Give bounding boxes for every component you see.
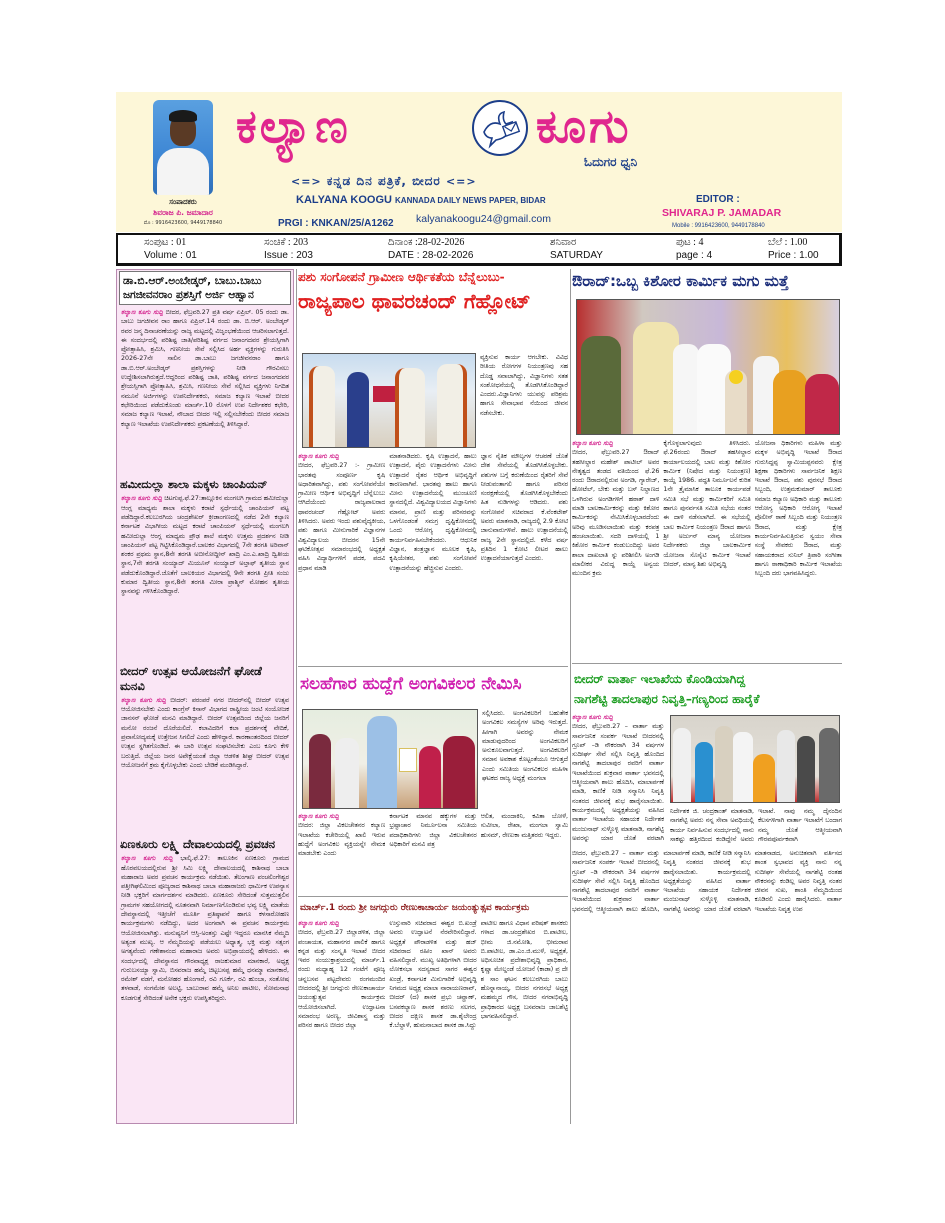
article-headline-child-labour: ಔರಾದ್:ಒಬ್ಬ ಕಿಶೋರ ಕಾರ್ಮಿಕ ಮಗು ಮತ್ತೆ <box>572 272 789 290</box>
article-body <box>117 494 293 661</box>
info-date <box>388 236 473 262</box>
dove-envelope-logo-icon <box>472 100 528 156</box>
article-headline: ಬೀದರ್ ಉತ್ಸವ ಆಯೋಜನೆಗೆ ಘೋಡೆ ಮನವಿ <box>120 663 262 693</box>
photo-person <box>437 364 467 448</box>
photo-person <box>777 730 795 803</box>
article-col <box>572 439 659 653</box>
photo-person <box>733 732 753 803</box>
column-divider <box>296 269 297 1124</box>
article-headline-angavikala: ಸಲಹೆಗಾರ ಹುದ್ದೆಗೆ ಅಂಗವಿಕಲರ ನೇಮಿಸಿ <box>300 674 522 694</box>
photo-person <box>347 372 369 448</box>
photo-shirt <box>157 148 209 195</box>
info-kn: ಪುಟ : 4 <box>676 237 704 248</box>
body-text: ಭಾಲ್ಕಿ.ಫೆ.27: ತಾಲೂಕಿನ ಏಣಕೂರು ಗ್ರಾಮದ ಹೊರವಲಯದಲ್ಲಿರುವ ಶ್ರೀ ಸಿಮಿ ಲಕ್ಷ್ಮಿ ದೇವಾಲಯದಲ್ಲಿ ಕಾಶಿನಾಥ ಬಾಬಾ ಮಹಾರಾಜ ಅವರ ಪ್ರವಚನ ಕಾರ್ಯಕ್ರಮ ನಡೆಯಿತು. ತೆಲಂಗಾಣ ಪಂಚಲಿಂಗೇಶ್ವರ ಪತ್ತೀಗಿಘಲಿಮಿಂದ ಪೂಜ್ಯರಾದ ಕಾಶಿನಾಥ ಬಾಬಾ ಮಹಾರಾಜರು ಧಾರ್ಮಿಕ ಉಪನ್ಯಾಸ ನೀಡಿ ಭಕ್ತರಿಗೆ ಮಾರ್ಗದರ್ಶನ ಮಾಡಿದರು. ಏಣಕೂರು ಸೇರಿದಂತೆ ಸುತ್ತಮುತ್ತಲಿನ ಗ್ರಾಮಗಳ ಸಹಯೋಗದಲ್ಲಿ ನೂತನವಾಗಿ ನಿರ್ಮಾಣಗೊಂಡಿರುವ ಭವ್ಯ ಲಕ್ಷ್ಮಿ ಮಾತೆಯ ದೇವಸ್ಥಾನದಲ್ಲಿ ಇತ್ತೀಚೆಗೆ ಮೂರ್ತಿ ಪ್ರತಿಷ್ಠಾಪನೆ ಹಾಗೂ ಕಳಸಾರೋಹಣ ಕಾರ್ಯಕ್ರಮಗಳು ನಡೆದಿದ್ದು, ಅದರ ಅಂಗವಾಗಿ ಈ ಪ್ರವಚನ ಕಾರ್ಯಕ್ರಮ ಆಯೋಜಿಸಲಾಗಿತ್ತು. ಮನುಷ್ಯನಿಗೆ ಆಸ್ತಿ-ಅಂತಸ್ತು ಎಷ್ಟೇ ಇದ್ದರೂ ಮಾನಸಿಕ ನೆಮ್ಮದಿ ಅತ್ಯಂತ ಮುಖ್ಯ. ಆ ನೆಮ್ಮದಿಯನ್ನು ಪಡೆಯಲು ಅಧ್ಯಾತ್ಮ, ಭಕ್ತಿ ಮತ್ತು ಸತ್ಸಂಗ ಅಗತ್ಯವೆಂದು ಗಣೇಶಾನಂದ ಮಹಾರಾಜ ಅವರು ಅಭಿಪ್ರಾಯದಲ್ಲಿ ಹೇಳಿದರು. ಈ ಸಂದರ್ಭದಲ್ಲಿ ದೇವಸ್ಥಾನದ ಗೌರವಾಧ್ಯಕ್ಷ ರಾಜಕುಮಾರ ಮಾನಕಾರೆ, ಅಧ್ಯಕ್ಷ ಗುರುಬಸಯ್ಯಾ ಸ್ವಾಮಿ, ಬಿಸವರಾಜ ಹಮ್ಮೆ ಚಿಟ್ಟಬಸಪ್ಪ ಹಮ್ಮೆ ಧನಮ್ಮಾ ಮಾನಕಾರೆ, ರಮೇಶ್ ವಡಗೆ, ಮನೋಹರ ಹೊಂಗಾರೆ, ರವಿ ಗೂರ್ಕೆ, ರವಿ ಹುಂಬಾ, ಸಂತೋಷ ತಳವಾಡೆ, ಸಂಗಮೇಶ ಅಲಟ್ಟಿ, ಬಾಬುರಾವ ಹಮ್ಮೆ ಅನಿಲ ಪಾಟೀಲ, ಸೋಮನಾಥ ಕೂಡಗುತ್ತೆ ಸೇರಿದಂತೆ ಅನೇಕ ಭಕ್ತರು ಉಪಸ್ಥಿತರಿದ್ದರು. <box>121 855 289 1002</box>
photo-person <box>443 736 475 809</box>
info-kn: ಬೆಲೆ : 1.00 <box>768 237 808 248</box>
subtitle-kn-text: ಕನ್ನಡ ದಿನ ಪತ್ರಿಕೆ, ಬೀದರ <box>326 174 441 188</box>
article-hamidulla-champion <box>117 475 293 661</box>
photo-person <box>395 368 425 448</box>
issue-info-bar <box>116 233 842 266</box>
article-body <box>117 308 293 475</box>
photo-person <box>367 716 397 809</box>
article-kicker: ಪಶು ಸಂಗೋಪನೆ ಗ್ರಾಮೀಣ ಆರ್ಥಿಕತೆಯ ಬೆನ್ನೆಲುಬು- <box>298 270 505 284</box>
body-text: ಬೀದರ, ಫೆಬ್ರುವರಿ.27 – ವಾರ್ತಾ ಮತ್ತು ಸಾರ್ವಜನಿಕ ಸಂಪರ್ಕ ಇಲಾಖೆ ಬೀದರನಲ್ಲಿ ಗ್ರೂಪ್ –ಡಿ ನೌಕರರಾಗಿ 34 ವರ್ಷಗಳ ಸುದೀರ್ಘ ಸೇವೆ ಸಲ್ಲಿಸಿ ನಿವೃತ್ತಿ ಹೊಂದಿದ ನಾಗಶೆಟ್ಟಿ ತಾದಲಾಪುರ ರವರಿಗೆ ವಾರ್ತಾ ಇಲಾಖೆಯಿಂದ ಶುಕ್ರವಾರ ವಾರ್ತಾ ಭವನದಲ್ಲಿ ಆತ್ಮೀಯವಾಗಿ ಶಾಲು ಹೊದಿಸಿ, ಮಾಲಾರ್ಪಣೆ ಮಾಡಿ, ಕಾಣಿಕೆ ನೀಡಿ ಸನ್ಮಾನಿಸಿ ನಿವೃತ್ತಿ ನಂತರದ ಜೀವನಕ್ಕೆ ಶುಭ ಹಾರೈಸಲಾಯಿತು. ಕಾರ್ಯಕ್ರಮದಲ್ಲಿ ಅಧ್ಯಕ್ಷತೆಯನ್ನು ವಹಿಸಿದ ವಾರ್ತಾ ಇಲಾಖೆಯ ಸಹಾಯಕ ನಿರ್ದೇಶಕ ಮಂಜುನಾಥ್ ಸುಳ್ಳೊಳ್ಳಿ ಮಾತನಾಡಿ, ನಾಗಶೆಟ್ಟಿ ಅವರನ್ನು ಯಾರ ಜೊತೆ ವರಟಾಗಿ <box>572 723 664 842</box>
info-en: Price : 1.00 <box>768 250 819 261</box>
body-text: ಬೀದರ, ಫೆಬ್ರವರಿ.27 :- ಗ್ರಾಮೀಣ ಭಾರತವು ಸಂಪೂರ್ಣ ಕೃಷಿ ಅಧಾರಿತವಾಗಿದ್ದು, ಪಶು ಸಂಗೋಪನೆಯೇ ಗ್ರಾಮೀಣ ಆರ್ಥಿಕ ಅಭಿವೃದ್ಧಿಗೆ ಬೆನ್ನೆಲುಬು ಆಗಿದೆಯೆಂದು ರಾಜ್ಯಪಾಲರಾದ ಥಾವರಚಂದ್ ಗೆಹ್ಲೋಟ್ ಅವರು ತಿಳಿಸಿದರು. ಅವರು ಇಂದು ಪಶುವೈದ್ಯಕೀಯ, ಪಶು ಹಾಗೂ ಮೀನುಗಾರಿಕೆ ವಿಜ್ಞಾನಗಳ ವಿಶ್ವವಿದ್ಯಾಲಯ ಬೀದರನ 15ನೇ ಘಟಿಕೋತ್ಸವ ಸಮಾರಂಭದಲ್ಲಿ ಅಧ್ಯಕ್ಷತೆ ವಹಿಸಿ ವಿದ್ಯಾರ್ಥಿಗಳಿಗೆ ಪದಕ, ಪದವಿ ಪ್ರಧಾನ ಮಾಡಿ <box>298 462 386 572</box>
photo-person <box>581 336 621 435</box>
editor-photo <box>153 100 213 195</box>
middle-column <box>298 269 568 1124</box>
article-side-text: ವ್ಯಕ್ತಿಸುವ ಕಾರ್ಯ ಆಗಬೇಕು. ವಿವಿಧ ರೀತಿಯ ರೋಗಗಳ ನಿಯಂತ್ರಣವು ಸಹ ದೊಡ್ಡ ಸವಾಲಾಗಿದ್ದು, ವಿಜ್ಞಾನಿಗಳು ಸತತ ಸಂಶೋಧನೆಯಲ್ಲಿ ತೊಡಗಿಸಿಕೊಂಡಿದ್ದಾರೆ ಎಂದರು.ವಿಜ್ಞಾನಿಗಳು ಯುವಸ್ಸು ಪರಿಶ್ರಮ ಹಾಗೂ ಸೇವಾಭಾವ ನೆಯಿಂದ ಜೀವನ ನಡೆಸಬೇಕು. <box>480 354 568 417</box>
info-kn: ಸಂಪುಟ : 01 <box>144 237 187 248</box>
info-en: Volume : 01 <box>144 250 197 261</box>
article-columns <box>298 452 568 657</box>
prgi-number: PRGI : KNKAN/25/A1262 <box>278 218 394 229</box>
article-columns <box>298 812 568 886</box>
photo-garland <box>753 754 775 803</box>
article-headline: ಹಮೀದುಲ್ಲಾ ಶಾಲಾ ಮಕ್ಕಳು ಚಾಂಪಿಯನ್ <box>120 478 268 492</box>
article-bidar-utsav <box>117 662 293 836</box>
title-left: ಕಲ್ಯಾಣ <box>236 99 351 153</box>
article-col: ಯೋಜನಾ ಧಿಕಾರಿಗಳು ಮಹಿಳಾ ಮತ್ತು ಮಕ್ಕಳ ಅಭಿವೃದ್ಧಿ ಇಲಾಖೆ ಔರಾದ ಗುರುಸಿದ್ದಪ್ಪ ಸ್ವಾಮಿಯಪ್ಪನವರು ಕ್ಷೇತ್ರ ಶಿಕ್ಷಣಾ ಧಿಕಾರಿಗಳು ಸಾರ್ವಜನಿಕ ಶಿಕ್ಷಣ ಇಲಾಖೆ ಔರಾದ, ಪಶು ಪುರಸಭೆ ಔರಾದ ಸಿಬ್ಬಂದಿ, ಉತ್ತಮಕುಮಾರ್ ತಾಲೂಕು ಸಮಾಜ ಕಲ್ಯಾಣ ಅಧಿಕಾರಿ ಮತ್ತು ತಾಲೂಕು ಆರೋಗ್ಯ ಅಧಿಕಾರಿ ಆರೋಗ್ಯ ಇಲಾಖೆ ಪೊಲೀಸ್ ಠಾಣೆ ಸಿಬ್ಬಂದಿ ಮತ್ತು ನಿಯಂತ್ರಣ ಔರಾದ, ಮತ್ತು ಕ್ಷೇತ್ರ ಕಾರ್ಯನಿರ್ವಹಿಸುತ್ತಿರುವ ಸ್ವಯಂ ಸೇವಾ ಸಂಸ್ಥೆ ಸೇವಕರು ಔರಾದ, ಮತ್ತು ಸಹಾಯಕರಾದ ಸುನಿಲ್ ತ್ರಿಪಾಠಿ ಸಂಗೀತಾ ಹಾಗೂ ಠಾಣಾಧಿಕಾರಿ ಕಾರ್ಮಿಕ ಇಲಾಖೆಯ ಸಿಬ್ಬಂದಿ ದರು ಭಾಗವಹಿಸಿದ್ದರು. <box>754 440 842 578</box>
article-col: ಪಾಟೀಲ ಹಾಗೂ ವಿಧಾನ ಪರಿಷತ್ ಶಾಸಕರು ಗಳಾದ ಡಾ.ಚಂದ್ರಶೇಖರ ಬಿ.ಪಾಟೀಲ, ಭೀಮ ಜಿ.ನಮೋಶಿ, ಭೀಮರಾವ ಬಿ.ಪಾಟೀಲ, ಡಾ.ಎಂ.ಜಿ.ಮುಳೆ, ಅಧ್ಯಕ್ಷತೆ, ಅಧಿಸೂಚಿತ ಪ್ರದೇಶಾಭಿವೃದ್ಧಿ ಪ್ರಾಧಿಕಾರ, ಕೃಷ್ಣಾ ಮೇಲ್ದಂಡೆ ಯೋಜನೆ (ಕಾಡಾ) ಪ್ರ ದೇ ಶ ಸಾಂ ಘಟನ ಕಲಬುರಗಿಯ ಬಾಬು ಹೊನ್ನಾನಾಯ್ಕ, ಬೀದರ ನಗರಸಭೆ ಅಧ್ಯಕ್ಷ ಮಹಮ್ಮದ ಗೌಸ, ಬೀದರ ನಗರಾಭಿವೃದ್ಧಿ ಪ್ರಾಧಿಕಾರದ ಅಧ್ಯಕ್ಷ ಬಸವರಾಜ ಜಾಬಶೆಟ್ಟಿ ಭಾಗವಹಿಸಲಿದ್ದಾರೆ. <box>480 920 568 1020</box>
info-kn: ದಿನಾಂಕ :28-02-2026 <box>388 237 465 248</box>
body-text: ಚಿಟಗುಪ್ಪ.ಫೆ.27:ತಾಲ್ಲೂಕಿನ ಮಂಗಲಗಿ ಗ್ರಾಮದ ಹಮೀದುಲ್ಲಾ ಆಂಗ್ಲ ಮಾಧ್ಯಮ ಶಾಲಾ ಮಕ್ಕಳು ಕರಾಟೆ ಸ್ಪರ್ಧೆಯಲ್ಲಿ ಚಾಂಪಿಯನ್ ಪಟ್ಟ ಪಡೆದಿದ್ದಾರೆ.ಕಲಬುರಗಿಯ ಚಂದ್ರಶೇಖರ್ ಕ್ರೀಡಾಂಗಣದಲ್ಲಿ ನಡೆದ 2ನೇ ಕಲ್ಯಾಣ ಕರ್ನಾಟಕ ವಿಭಾಗೀಯ ಮಟ್ಟದ ಕರಾಟೆ ಚಾಂಪಿಯನ್ ಸ್ಪರ್ಧೆಯಲ್ಲಿ ಮಂಗಲಗಿ ಹಮೀದುಲ್ಲಾ ಆಂಗ್ಲ ಮಾಧ್ಯಮ ಪ್ರೌಢ ಶಾಲೆ ಮಕ್ಕಳು ಉತ್ತಮ ಪ್ರದರ್ಶನ ನೀಡಿ ಚಾಂಪಿಯನ್ ಪಟ್ಟ ಗಿಟ್ಟಿಸಿಕೊಂಡಿದ್ದಾರೆ.ಬಾಲಕರ ವಿಭಾಗದಲ್ಲಿ 7ನೇ ತರಗತಿ ಅರಿವಾನ್ ಶಂಕರ ಪ್ರಥಮ ಸ್ಥಾನ,8ನೇ ತರಗತಿ ಅಬೀನೋದ್ದೀನ್ ಖಾದ್ರಿ ಎಂ.ಎ.ಖಾದ್ರಿ ದ್ವಿತೀಯ ಸ್ಥಾನ,7ನೇ ತರಗತಿ ಸಂಯ್ಯಾದ್ ಮಿಯೂನ್ ಸಂಯ್ಯಾದ್ ಅಲ್ತಾಫ್ ತೃತೀಯ ಸ್ಥಾನ ಪಡೆದುಕೊಂಡಿದ್ದಾರೆ.ಜೊತೆಗೆ ಬಾಲಕಿಯರ ವಿಭಾಗದಲ್ಲಿ 9ನೇ ತರಗತಿ ಪ್ರೀತಿ ಸಂಜು ಕುಮಾರ ದ್ವಿತೀಯ ಸ್ಥಾನ,8ನೇ ತರಗತಿ ಮೀರಾ ಪ್ರಾಶ್ಮಿನ್ ಮೋಹನ ತೃತೀಯ ಸ್ಥಾನವನ್ನು ಗಳಿಸಿಕೊಂಡಿದ್ದಾರೆ. <box>121 495 289 596</box>
newspaper-page <box>116 92 842 1132</box>
photo-person <box>419 746 441 809</box>
dateline: ಕಲ್ಯಾಣ ಕೂಗು ಸುದ್ದಿ <box>572 714 614 721</box>
article-col <box>298 452 385 657</box>
photo-person <box>819 728 839 803</box>
body-text: ಬೀದರ್: ಪರಂಪರೆ ನಗರ ಬೀದರ್‌ನಲ್ಲಿ ಬೀದರ್ ಉತ್ಸವ ಆಯೋಜಿಸಬೇಕು ಎಂದು ಕಾಂಗ್ರೆಸ್ ಕಿಸಾನ್ ವಿಭಾಗದ ರಾಷ್ಟ್ರೀಯ ಜಂಟಿ ಸಂಯೋಜಕ ಜಾನಸನ್ ಘೋಡೆ ಮನವಿ ಮಾಡಿದ್ದಾರೆ. ಬೀದರ್ ಉತ್ಸವದಿಂದ ಜಿಲ್ಲೆಯ ಜನರಿಗೆ ಮನೋ ರಂಜನೆ ದೊರೆಯಲಿದೆ. ಕಲಾವಿದರಿಗೆ ಕಲಾ ಪ್ರದರ್ಶನಕ್ಕೆ ವೇದಿಕೆ, ಪ್ರವಾಸೋದ್ಯಮಕ್ಕೆ ಉತ್ತೇಜನ ಸಿಗಲಿದೆ ಎಂದು ಹೇಳಿದ್ದಾರೆ. ಕಾರಣಾಂತರದಿಂದ ಬೀದರ್ ಉತ್ಸವ ಸ್ಥಗಿತಗೊಂಡಿದೆ. ಈ ಬಾರಿ ಉತ್ಸವ ಸಂಘಟಿಸಬೇಕು ಎಂಬ ಕೂಗು ಕೇಳಿ ಬರುತ್ತಿದೆ. ಜಿಲ್ಲೆಯ ಜನರ ಅಪೇಕ್ಷೆಯಂತೆ ಜಿಲ್ಲಾ ಆಡಳಿತ ಶೀಘ್ರ ಬೀದರ್ ಉತ್ಸವ ಆಯೋಜನೆಗೆ ಕ್ರಮ ಕೈಗೊಳ್ಳಬೇಕು ಎಂದು ಬೇಡಿಕೆ ಮಂಡಿಸಿದ್ದಾರೆ. <box>121 696 289 769</box>
headline-line-1: ಬೀದರ್ ವಾರ್ತಾ ಇಲಾಖೆಯ ಕೊಂಡಿಯಾಗಿದ್ದ <box>574 672 746 686</box>
editor-name-kn: ಶಿವರಾಜ ಪಿ. ಜಮಾದಾರ <box>153 208 213 217</box>
photo-certificate <box>373 386 395 402</box>
article-col: ಕರ್ನಾಟಕ ಮಾನವ ಹಕ್ಕುಗಳ ಮತ್ತು ಭ್ರಷ್ಟಾಚಾರ ನಿರ್ಮೂಲನಾ ಸಮಿತಿಯ ಪದಾಧಿಕಾರಿಗಳು ಜಿಲ್ಲಾ ವಿಕಲಚೇತನರ ಅಧಿಕಾರಿಗೆ ಮನವಿ ಪತ್ರ <box>389 813 477 848</box>
column-divider <box>570 269 571 1124</box>
title-right: ಕೂಗು <box>536 99 632 153</box>
article-col: ಉಸ್ತುವಾರಿ ಸಚಿವರಾದ ಈಶ್ವರ ಬಿ.ಖಂಡ್ರೆ ಅವರು ಉದ್ಘಾಟನೆ ನೆರವೇರಿಸಲಿದ್ದಾರೆ. ಅಧ್ಯಕ್ಷತೆ ಪೌರಾಡಳಿತ ಮತ್ತು ಹಜ್ ಸಚಿವರಾದ ರಹೀಂ ಖಾನ್ ಅವರು ವಹಿಸಲಿದ್ದಾರೆ. ಮುಖ್ಯ ಅತಿಥಿಗಳಾಗಿ ಬೀದರ ಲೋಕಸಭಾ ಸದಸ್ಯರಾದ ಸಾಗರ ಈಶ್ವರ ಖಂಡ್ರೆ, ಕರ್ನಾಟಕ ಮಿನುಗಾರಿಕೆ ಅಭಿವೃದ್ಧಿ ನಿಗಮದ ಅಧ್ಯಕ್ಷ ಮಾಲಾ ನಾರಾಯಣರಾವ್, ಬೀದರ್ (ದ) ಶಾಸಕ ಪ್ರಭು ಚವ್ಹಾಣ್, ಬಸವಕಲ್ಯಾಣ ಶಾಸಕ ಶರಣು ಸಲಗರ, ಬೀದರ ದಕ್ಷಿಣ ಶಾಸಕ ಡಾ.ಶೈಲೇಂದ್ರ ಕೆ.ಬೆಲ್ದಾಳೆ, ಹುಮನಾಬಾದ ಶಾಸಕ ಡಾ.ಸಿದ್ದು <box>389 920 477 1030</box>
dateline: ಕಲ್ಯಾಣ ಕೂಗು ಸುದ್ದಿ <box>298 453 340 460</box>
article-col: ಮಾತನಾಡಿದರು. ಕೃಷಿ ಉತ್ಪಾದನೆ, ಹಾಲು ಉತ್ಪಾದನೆ, ಪೈರು ಉತ್ಪಾದನೆಗಳು ಮೀನು ಉತ್ಪಾದನೆ ರೈತರ ಆರ್ಥಿಕ ಅಭಿವೃದ್ಧಿಗೆ ಕಾರಣವಾಗಿವೆ. ಭಾರತವು ಹಾಲು ಹಾಗೂ ಮೀನು ಉತ್ಪಾದನೆಯಲ್ಲಿ ಮುಂಚೂಣಿ ಸ್ಥಾನದಲ್ಲಿದೆ. ವಿಶ್ವವಿದ್ಯಾಲಯದ ವಿಜ್ಞಾನಿಗಳು ಮಾನವ, ಪ್ರಾಣಿ ಮತ್ತು ಪರಿಸರವನ್ನು ಒಳಗೊಂಡಂತೆ ಸಮಗ್ರ ದೃಷ್ಟಿಕೋನದಲ್ಲಿ ಒಂದು ಆರೋಗ್ಯ ದೃಷ್ಟಿಕೋನದಲ್ಲಿ ಕಾರ್ಯನಿರ್ವಹಿಸಬೇಕೆಂದರು. ಆಧುನಿಕ ವಿಜ್ಞಾನ, ತಂತ್ರಜ್ಞಾನ ಮೂಲಕ ಕೃಷಿ, ಕೃಷಿಯೇತರ, ಪಶು ಸಂಗೋಪನೆ ಉತ್ಪಾದನೆಯನ್ನು ಹೆಚ್ಚಿಸುವ ಎಂದರು. <box>389 453 477 572</box>
editor-mobile: Mobile : 9916423600, 9449178840 <box>672 223 765 229</box>
dateline: ಕಲ್ಯಾಣ ಕೂಗು ಸುದ್ದಿ <box>121 696 167 704</box>
photo-person <box>805 374 839 435</box>
info-en: SATURDAY <box>550 250 603 261</box>
photo-person <box>797 736 815 803</box>
photo-person <box>309 366 335 448</box>
article-col: ಇಲಾಖೆ. ನಾವು ನಮ್ಮ ದೈನಂದಿನ ಕೆಲಸಗಳಿಗಾಗಿ ವಾರ್ತಾ ಇಲಾಖೆಗೆ ಬಂದಾಗ ನಮ್ಮ ಜೊತೆ ಆತ್ಮೀಯವಾಗಿ ಗೌರವಪೂರ್ವಕವಾಗಿ <box>758 808 842 843</box>
divider <box>298 896 568 897</box>
divider <box>572 663 842 664</box>
article-headline: ಡಾ.ಬಿ.ಆರ್.ಅಂಬೇಡ್ಕರ್, ಬಾಬು.ಬಾಬು ಜಗಜೀವನರಾಂ ಪ್ರಶಸ್ತಿಗೆ ಅರ್ಜಿ ಆಹ್ವಾನ <box>119 271 291 305</box>
article-continued: ಬೀದರ, ಫೆಬ್ರುವರಿ.27 – ವಾರ್ತಾ ಮತ್ತು ಸಾರ್ವಜನಿಕ ಸಂಪರ್ಕ ಇಲಾಖೆ ಬೀದರನಲ್ಲಿ ಗ್ರೂಪ್ –ಡಿ ನೌಕರರಾಗಿ 34 ವರ್ಷಗಳ ಸುದೀರ್ಘ ಸೇವೆ ಸಲ್ಲಿಸಿ ನಿವೃತ್ತಿ ಹೊಂದಿದ ನಾಗಶೆಟ್ಟಿ ತಾದಲಾಪುರ ರವರಿಗೆ ವಾರ್ತಾ ಇಲಾಖೆಯಿಂದ ಶುಕ್ರವಾರ ವಾರ್ತಾ ಭವನದಲ್ಲಿ ಆತ್ಮೀಯವಾಗಿ ಶಾಲು ಹೊದಿಸಿ, ಮಾಲಾರ್ಪಣೆ ಮಾಡಿ, ಕಾಣಿಕೆ ನೀಡಿ ಸನ್ಮಾನಿಸಿ ನಿವೃತ್ತಿ ನಂತರದ ಜೀವನಕ್ಕೆ ಶುಭ ಹಾರೈಸಲಾಯಿತು. ಕಾರ್ಯಕ್ರಮದಲ್ಲಿ ಅಧ್ಯಕ್ಷತೆಯನ್ನು ವಹಿಸಿದ ವಾರ್ತಾ ಇಲಾಖೆಯ ಸಹಾಯಕ ನಿರ್ದೇಶಕ ಮಂಜುನಾಥ್ ಸುಳ್ಳೊಳ್ಳಿ ಮಾತನಾಡಿ, ನಾಗಶೆಟ್ಟಿ ಅವರನ್ನು ಯಾರ ಜೊತೆ ವರಟಾಗಿ ಮಾತನಾಡದ, ಅನುಚಿತವಾಗಿ ವರ್ತಿಸದ ಶಾಂತ ಸ್ವಭಾವದ ವ್ಯಕ್ತಿ ನಾನು ನನ್ನ ಸುದೀರ್ಘ ಸೇವೆಯಲ್ಲಿ ನಾಗಶೆಟ್ಟಿ ರಂತಹ ನೌಕರನನ್ನು ಕಂಡಿಲ್ಲ ಅವರ ನಿವೃತ್ತಿ ನಂತರ ಜೀವನ ಸುಖ, ಶಾಂತಿ ನೆಮ್ಮದಿಯಿಂದ ಕೂಡಿರಲಿ ಎಂದು ಹಾರೈಸಿದರು. ವಾರ್ತಾ ಇಲಾಖೆಯ ನಿವೃತ್ತ ಉಪ <box>572 850 842 913</box>
dateline: ಕಲ್ಯಾಣ ಕೂಗು ಸುದ್ದಿ <box>121 495 163 503</box>
info-kn: ಸಂಚಿಕೆ : 203 <box>264 237 309 248</box>
article-headline: ರಾಜ್ಯಪಾಲ ಥಾವರಚಂದ್ ಗೆಹ್ಲೋಟ್ <box>298 289 531 313</box>
editor-title: EDITOR : <box>696 194 740 205</box>
subtitle-kn <box>291 172 477 191</box>
article-side-text: ಸಲ್ಲಿಸಿದರು. ಅಂಗವಿಕಲರಿಗೆ ಬಹುತೇಕ ಅಂಗವಿಕಲ ಸಮಸ್ಯೆಗಳ ಅರಿವು ಇರುತ್ತದೆ. ಹೀಗಾಗಿ ಅವರನ್ನು ನೇಮಕ ಮಾಡುವುದರಿಂದ ಅಂಗವಿಕಲರಿಗೆ ಅನುಕೂಲವಾಗುತ್ತದೆ. ಅಂಗವಿಕಲರಿಗೆ ಸಮಾನ ಅವಕಾಶ ಕೊಟ್ಟಂತೆಯೂ ಆಗುತ್ತದೆ ಎಂದು ಸಮಿತಿಯ ಅಂಗವಿಕಲರ ಮಹಿಳಾ ಘಟಕದ ರಾಜ್ಯ ಅಧ್ಯಕ್ಷೆ ಮಂಗಲಾ <box>482 710 568 783</box>
english-title-main: KALYANA KOOGU <box>296 194 392 206</box>
article-headline: ಏಣಕೂರು ಲಕ್ಷ್ಮಿ ದೇವಾಲಯದಲ್ಲಿ ಪ್ರವಚನ <box>120 837 276 852</box>
article-col <box>298 812 385 886</box>
info-kn: ಶನಿವಾರ <box>550 237 577 248</box>
article-body <box>117 854 293 1124</box>
photo-hair <box>169 110 197 122</box>
editor-label-kn: ಸಂಪಾದಕರು <box>169 198 197 206</box>
article-headline-nagashetty <box>574 669 842 709</box>
headline-line-2: ನಾಗಶೆಟ್ಟಿ ತಾದಲಾಪುರ ನಿವೃತ್ತಿ–ಗಣ್ಯರಿಂದ ಹಾರೈಕೆ <box>574 692 760 706</box>
english-title <box>296 194 546 207</box>
memorandum-photo <box>302 709 478 809</box>
body-text: ಬೀದರ, ಫೆಬ್ರುವರಿ.27 ಔರಾದ್ ತಹಸೀಲ್ದಾರ ಮಹೇಶ್ ಪಾಟೀಲ್ ಅವರ ನೇತೃತ್ವದ ತಂಡದ ವತಿಯಿಂದ ಫೆ.26 ರಂದು ಔರಾದನಲ್ಲಿರುವ ಅಂಗಡಿ, ಗ್ಯಾರೇಜ್, ಹೋಟೆಲ್, ಬೇಕು ಮತ್ತು ಬಸ್ ನಿಲ್ದಾಣದ ಒಳಗಿರುವ ಅಂಗಡಿಗಳಿಗೆ ಹಠಾತ್ ದಾಳಿ ಮಾಡಿ ಬಾಲಕಾರ್ಮಿಕರನ್ನು ಮತ್ತು ಕಿಶೋರ ಕಾರ್ಮಿಕರನ್ನು ನೇಮಿಸಿಕೊಳ್ಳಬಾರದೆಂದು ಅರಿವು ಮೂಡಿಸಲಾಯಿತು ಮತ್ತು ಕರಪತ್ರ ಹಂಚಲಾಯಿತು. ಸದರಿ ದಾಳಿಯಲ್ಲಿ 1 ಕಿಶೋರ ಕಾರ್ಮಿಕ ಕಂಡುಬಂದಿದ್ದು ಅವರ ಶಾಲಾ ದಾಖಲಾತಿ ಸ್ನು ಪರಿಶೀಲಿಸಿ ಅಂಗಡಿ ಮಾಲೀಕರ ವಿರುದ್ಧ ಕಾಯ್ದೆ ಅನ್ವಯ ಮುಂದಿನ ಕ್ರಮ <box>572 449 660 578</box>
email-link[interactable]: kalyanakoogu24@gmail.com <box>416 213 551 225</box>
article-col: ಕೈಗೊಳ್ಳಲಾಗುವುದು ತಿಳಿಸಿದರು. ಫೆ.26ರಂದು ಔರಾದ್ ತಹಸೀಲ್ದಾರ ಕಾರ್ಯಾಲಯದಲ್ಲಿ ಬಾಲ ಮತ್ತು ಕಿಶೋರ ಕಾರ್ಮಿಕ (ನಿಷೇದ ಮತ್ತು ನಿಯಂತ್ರಣ) ಕಾಯ್ದೆ 1986. ಪದ್ಧತಿ ನಿರ್ಮೂಲನೆ ಕುರಿತ 1ನೇ ತ್ರೈಮಾಸಿಕ ತಾಲೂಕ ಕಾರ್ಯಪಡೆ ಸಮಿತಿ ಸಭೆ ಮತ್ತು ಕಾರ್ಮಿಕರಿಗೆ ಸಮಿತಿ ಹಾಗೂ ಪುನರ್ವಸತಿ ಸಮಿತಿ ಸಭೆಯ ನಂತರ ಈ ದಾಳಿ ನಡೆಸಲಾಗಿದೆ. ಈ ಸಭೆಯಲ್ಲಿ ಬಾಲ ಕಾರ್ಮಿಕ ನಿಯಂತ್ರಣ ಔರಾದ ಹಾಗೂ ಶ್ರೀ ಅರ್ಜುನ್ ಮಾನ್ಯ ಯೋಜನಾ ನಿರ್ದೇಶಕರು ಜಿಲ್ಲಾ ಬಾಲಕಾರ್ಮಿಕ ಯೋಜನಾ ಸೊಸೈಟಿ ಕಾರ್ಮಿಕ ಇಲಾಖೆ ಬೀದರ್, ಮಾನ್ಯ ಶಿಶು ಅಭಿವೃದ್ಧಿ <box>663 440 751 568</box>
article-body <box>117 696 293 836</box>
info-en: page : 4 <box>676 250 713 261</box>
photo-person <box>335 738 359 809</box>
info-page <box>676 236 712 262</box>
article-governor-gehlot <box>298 269 568 572</box>
article-col: ನಿರ್ದೇಶಕ ಜಿ. ಚಂದ್ರಕಾಂತ್ ಮಾತನಾಡಿ, ನಾಗಶೆಟ್ಟಿ ಅವರು ನನ್ನ ಸೇವಾ ಅವಧಿಯಲ್ಲಿ ಕಾರ್ಯ ನಿರ್ವಹಿಸುವ ಸಂದರ್ಭದಲ್ಲಿ ನಾನು ಸಾಕಷ್ಟು ಹತ್ತಿರದಿಂದ ಕಂಡಿದ್ದೇನೆ ಅವರು <box>670 808 754 843</box>
editor-name: SHIVARAJ P. JAMADAR <box>662 207 782 219</box>
article-headline-renukacharya: ಮಾರ್ಚ್.1 ರಂದು ಶ್ರೀ ಜಗದ್ಗುರು ರೇಣುಕಾಚಾರ್ಯ ಜಯಂತ್ಯುತ್ಸವ ಕಾರ್ಯಕ್ರಮ <box>300 903 530 913</box>
info-en: Issue : 203 <box>264 250 313 261</box>
photo-person <box>673 728 691 803</box>
editor-phone-kn: ಮೊ : 9916423600, 9449178840 <box>143 220 223 226</box>
photo-person <box>715 726 733 803</box>
photo-person <box>773 370 807 435</box>
article-enakur-pravachana <box>117 835 293 1124</box>
convocation-photo <box>302 353 476 448</box>
dateline: ಕಲ್ಯಾಣ ಕೂಗು ಸುದ್ದಿ <box>572 440 614 447</box>
english-title-sub: KANNADA DAILY NEWS PAPER, BIDAR <box>395 196 546 205</box>
right-column <box>572 269 842 1124</box>
dateline: ಕಲ್ಯಾಣ ಕೂಗು ಸುದ್ದಿ <box>121 855 173 863</box>
newspaper-title <box>236 92 706 162</box>
article-col: ಆಲಿತ, ಮಂದಾಕಿನಿ, ಕವಿತಾ ಬೋಳೆ, ಸುವೀಲಾ, ರೇಖಾ, ಮಂಗಲಾ ಸ್ವಾಮಿ ಹುಸಮ್, ರೇಣುಕಾ ಮತ್ತಿತರರು ಇದ್ದರು. <box>480 813 568 839</box>
divider <box>298 666 568 667</box>
tagline: ಓದುಗರ ಧ್ವನಿ <box>584 155 638 169</box>
retirement-photo <box>670 715 840 803</box>
article-ambedkar-award <box>117 270 293 475</box>
dateline: ಕಲ್ಯಾಣ ಕೂಗು ಸುದ್ದಿ <box>298 813 340 820</box>
smiley-face-icon <box>729 370 743 384</box>
article-columns-top <box>670 807 842 844</box>
pen-nib-right-icon: <=> <box>445 175 477 188</box>
info-volume <box>144 236 197 262</box>
article-intro <box>572 713 664 843</box>
article-col: ಜ್ಞಾನ ನೈತಿಕ ಮೌಲ್ಯಗಳ ಆಚರಣೆ ಜೊತೆ ದೇಶ ಸೇವೆಯಲ್ಲಿ ತೊಡಗಿಸಿಕೊಳ್ಳಬೇಕು. ಪಶುಗಳ ಬಗ್ಗೆ ಕರುಣೆಯಿಂದ ರೈತರಿಗೆ ಸೇವೆ ನೀಡುವಂತಾಗಲಿ ಹಾಗೂ ಪರಿಸರ ಸಂರಕ್ಷಣೆಯಲ್ಲಿ ತೊಡಗಿಸಿಕೊಳ್ಳಬೇಕೆಂದು ಹಿತ ನುಡಿಗಳನ್ನು ಆಡಿದರು. ಪಶು ಸಂಗೋಪನೆ ಸಚಿವರಾದ ಕೆ.ವೆಂಕಟೇಶ್ ಅವರು ಮಾತನಾಡಿ, ರಾಜ್ಯದಲ್ಲಿ 2.9 ಕೋಟಿ ಜಾನುವಾರುಗಳಿವೆ. ಹಾಲು ಉತ್ಪಾದನೆಯಲ್ಲಿ ರಾಜ್ಯ 2ನೇ ಸ್ಥಾನದಲ್ಲಿದೆ. ಕಳೆದ ವರ್ಷ ಪ್ರತಿದಿನ 1 ಕೋಟಿ ಲೀಟರ ಹಾಲು ಉತ್ಪಾದನೆಯಾಗುತ್ತದೆ ಎಂದರು. <box>480 453 568 563</box>
photo-person <box>309 734 331 809</box>
info-issue <box>264 236 313 262</box>
info-en: DATE : 28-02-2026 <box>388 250 474 261</box>
left-column <box>116 269 294 1124</box>
info-day <box>550 236 603 262</box>
body-text: ಬೀದರ, ಫೆಬ್ರವರಿ.27 ಪ್ರತಿ ವರ್ಷ ಏಪ್ರಿಲ್. 05 ರಂದು ಡಾ. ಬಾಬು ಜಗಜೀವನ ರಾಂ ಹಾಗೂ ಏಪ್ರಿಲ್.14 ರಂದು ಡಾ. ಬಿ.ಆರ್. ಅಂಬೇಡ್ಕರ್ ರವರ ಜನ್ಮ ದಿನಾಚರಣೆಯನ್ನು ರಾಜ್ಯ ಮಟ್ಟದಲ್ಲಿ ವಿಜೃಂಭಣೆಯಿಂದ ಆಚರಿಸಲಾಗುತ್ತದೆ. ಈ ಸಂದರ್ಭದಲ್ಲಿ ಪರಿಶಿಷ್ಟ ಜಾತಿ/ಪರಿಶಿಷ್ಟ ವರ್ಗದ ಜನಾಂಗದವರ ಶ್ರೇಯಸ್ಸಿಗಾಗಿ ಪ್ರೋತ್ಸಾಹಿಸಿ, ಶ್ರಮಿಸಿ, ಗಣನೀಯ ಸೇವೆ ಸಲ್ಲಿಸಿದ ಅರ್ಹ ವ್ಯಕ್ತಿಗಳನ್ನು ಗುರುತಿಸಿ 2026-27ನೇ ಸಾಲಿನ ಡಾ.ಬಾಬು ಜಗಜೀವನರಾಂ ಹಾಗೂ ಡಾ.ಬಿ.ಆರ್.ಅಂಬೇಡ್ಕರ್ ಪ್ರಶಸ್ತಿಗಳನ್ನು ನೀಡಿ ಗೌರವಿಸಲು ಉದ್ದೇಶಿಸಲಾಗಿರುತ್ತದೆ.ಆದ್ದರಿಂದ ಪರಿಶಿಷ್ಟ ಜಾತಿ, ಪರಿಶಿಷ್ಟ ವರ್ಗದ ಜನಾಂಗದವರ ಶ್ರೇಯಸ್ಸಿಗಾಗಿ ಪ್ರೋತ್ಸಾಹಿಸಿ, ಶ್ರಮಿಸಿ, ಗಣನೀಯ ಸೇವೆ ಸಲ್ಲಿಸಿದ ವ್ಯಕ್ತಿಗಳು ನಿಗದಿತ ನಮೂನೆ ಅರ್ಜಿಗಳನ್ನು ಉಪನಿರ್ದೇಶಕರು, ಸಮಾಜ ಕಲ್ಯಾಣ ಇಲಾಖೆ ಬೀದರ ಕಛೇರಿಯಿಂದ ಪಡೆದುಕೊಂಡು ಮಾರ್ಚ್.10 ರೊಳಗೆ ಉಪ ನಿರ್ದೇಶಕರ ಕಛೇರಿ, ಸಮಾಜ ಕಲ್ಯಾಣ ಇಲಾಖೆ, ನೌಬಾದ ಬೀದರ ಇಲ್ಲಿ ಸಲ್ಲಿಸಬೇಕೆಂದು ಬೀದರ ಸಮಾಜ ಕಲ್ಯಾಣ ಇಲಾಖೆಯ ಉಪನಿರ್ದೇಶಕರು ಪ್ರಕಟಣೆಯಲ್ಲಿ ತಿಳಿಸಿದ್ದಾರೆ. <box>121 309 290 428</box>
article-columns <box>572 439 842 653</box>
dateline: ಕಲ್ಯಾಣ ಕೂಗು ಸುದ್ದಿ <box>298 920 340 927</box>
raid-photo <box>576 299 840 435</box>
article-col <box>298 919 385 1114</box>
pen-nib-left-icon: <=> <box>291 175 322 188</box>
body-text: ಬೀದರ: ಜಿಲ್ಲಾ ವಿಕಲಚೇತನರ ಕಲ್ಯಾಣ ಇಲಾಖೆಯ ಕಚೇರಿಯಲ್ಲಿ ಖಾಲಿ ಇರುವ ಹುದ್ದೆಗೆ ಅಂಗವಿಕಲ ವ್ಯಕ್ತಿಯನ್ನೇ ನೇಮಕ ಮಾಡಬೇಕು ಎಂದು <box>298 822 386 858</box>
masthead <box>116 92 842 232</box>
photo-person <box>695 742 713 803</box>
article-columns <box>298 919 568 1114</box>
info-price <box>768 236 819 262</box>
body-text: ಬೀದರ, ಫೆಬ್ರವರಿ.27 ಜಿಲ್ಲಾಡಳಿತ, ಜಿಲ್ಲಾ ಪಂಚಾಯತ, ಮಹಾನಗರ ಪಾಲಿಕೆ ಹಾಗೂ ಕನ್ನಡ ಮತ್ತು ಸಂಸ್ಕೃತಿ ಇಲಾಖೆ ಬೀದರ ಇವರ ಸಂಯುಕ್ತಾಶ್ರಯದಲ್ಲಿ ಮಾರ್ಚ್.1 ರಂದು ಮಧ್ಯಾಹ್ನ 12 ಗಂಟೆಗೆ ಪೂಜ್ಯ ಚನ್ನಬಸವ ಪಟ್ಟದೇವರು ರಂಗಮಂದಿರ ಬೀದರದಲ್ಲಿ ಶ್ರೀ ಜಗದ್ಗುರು ರೇಣುಕಾಚಾರ್ಯ ಜಯಂತ್ಯುತ್ಸವ ಕಾರ್ಯಕ್ರಮ ಆಯೋಜಿಸಲಾಗಿದೆ. ಉದ್ಘಾಟನಾ ಸಮಾರಂಭ ಅರಣ್ಯ, ಜೀವಿಶಾಸ್ತ್ರ ಮತ್ತು ಪರಿಸರ ಹಾಗೂ ಬೀದರ ಜಿಲ್ಲಾ <box>298 929 386 1030</box>
photo-person <box>673 344 699 435</box>
photo-document <box>399 748 417 772</box>
dateline: ಕಲ್ಯಾಣ ಕೂಗು ಸುದ್ದಿ <box>121 309 164 316</box>
